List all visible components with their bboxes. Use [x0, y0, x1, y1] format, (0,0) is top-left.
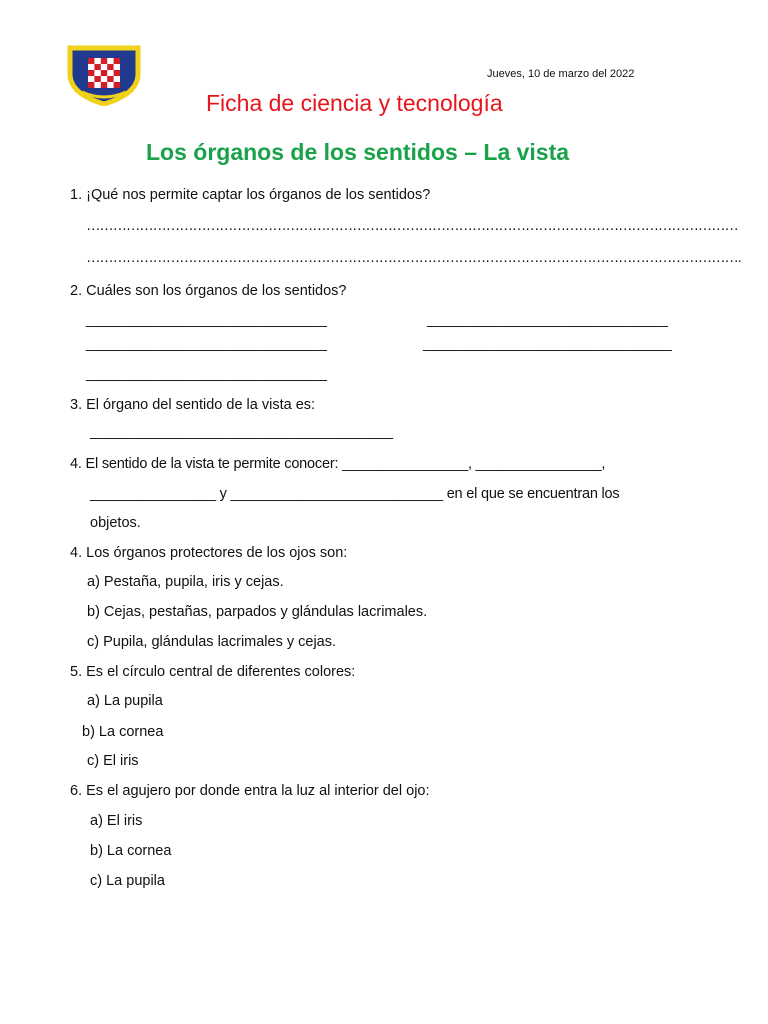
answer-blank[interactable]: _______________________________	[86, 366, 327, 382]
question-text: Los órganos protectores de los ojos son:	[86, 545, 348, 561]
answer-blank[interactable]: _______________________________	[86, 312, 327, 328]
option-b[interactable]: b) La cornea	[82, 724, 164, 740]
question-number: 4.	[70, 456, 82, 472]
question-number: 5.	[70, 664, 83, 680]
answer-line[interactable]: …………………………………………………………………………………………………………………………………	[86, 218, 738, 234]
option-a[interactable]: a) La pupila	[87, 693, 163, 709]
answer-blank[interactable]: _______________________________________	[90, 424, 393, 440]
option-a[interactable]: a) Pestaña, pupila, iris y cejas.	[87, 574, 284, 590]
question-5	[70, 664, 355, 680]
answer-line[interactable]: ………………………………………………………………………………………………………………………………….	[86, 250, 741, 266]
question-text: Es el agujero por donde entra la luz al interior del ojo:	[86, 783, 430, 799]
option-c[interactable]: c) La pupila	[90, 873, 165, 889]
question-number: 4.	[70, 545, 83, 561]
option-a[interactable]: a) El iris	[90, 813, 143, 829]
question-number: 6.	[70, 783, 83, 799]
answer-blank[interactable]: _______________________________	[86, 336, 327, 352]
question-number: 3.	[70, 397, 83, 413]
option-c[interactable]: c) Pupila, glándulas lacrimales y cejas.	[87, 634, 337, 650]
question-6	[70, 783, 430, 799]
option-c[interactable]: c) El iris	[87, 753, 139, 769]
worksheet-subtitle: Los órganos de los sentidos – La vista	[146, 139, 570, 165]
school-crest-logo	[66, 44, 142, 106]
question-text: ¡Qué nos permite captar los órganos de los sentidos?	[86, 187, 431, 203]
worksheet-title: Ficha de ciencia y tecnología	[206, 90, 503, 116]
option-b[interactable]: b) Cejas, pestañas, parpados y glándulas lacrimales.	[87, 604, 428, 620]
question-text: El órgano del sentido de la vista es:	[86, 397, 316, 413]
question-4a-line2[interactable]: ________________ y ___________________________ en el que se encuentran los	[90, 486, 620, 502]
question-4b	[70, 545, 347, 561]
question-3	[70, 397, 315, 413]
question-text: Es el círculo central de diferentes colores:	[86, 664, 356, 680]
date-text: Jueves, 10 de marzo del 2022	[487, 68, 635, 80]
option-b[interactable]: b) La cornea	[90, 843, 172, 859]
question-1	[70, 187, 430, 203]
question-4a	[70, 456, 605, 472]
question-text: Cuáles son los órganos de los sentidos?	[86, 283, 347, 299]
question-text[interactable]: El sentido de la vista te permite conocer: ________________, ________________,	[85, 456, 606, 472]
answer-blank[interactable]: ________________________________	[423, 336, 672, 352]
question-4a-line3: objetos.	[90, 515, 141, 531]
question-number: 1.	[70, 187, 83, 203]
question-2	[70, 283, 346, 299]
question-number: 2.	[70, 283, 83, 299]
answer-blank[interactable]: _______________________________	[427, 312, 668, 328]
